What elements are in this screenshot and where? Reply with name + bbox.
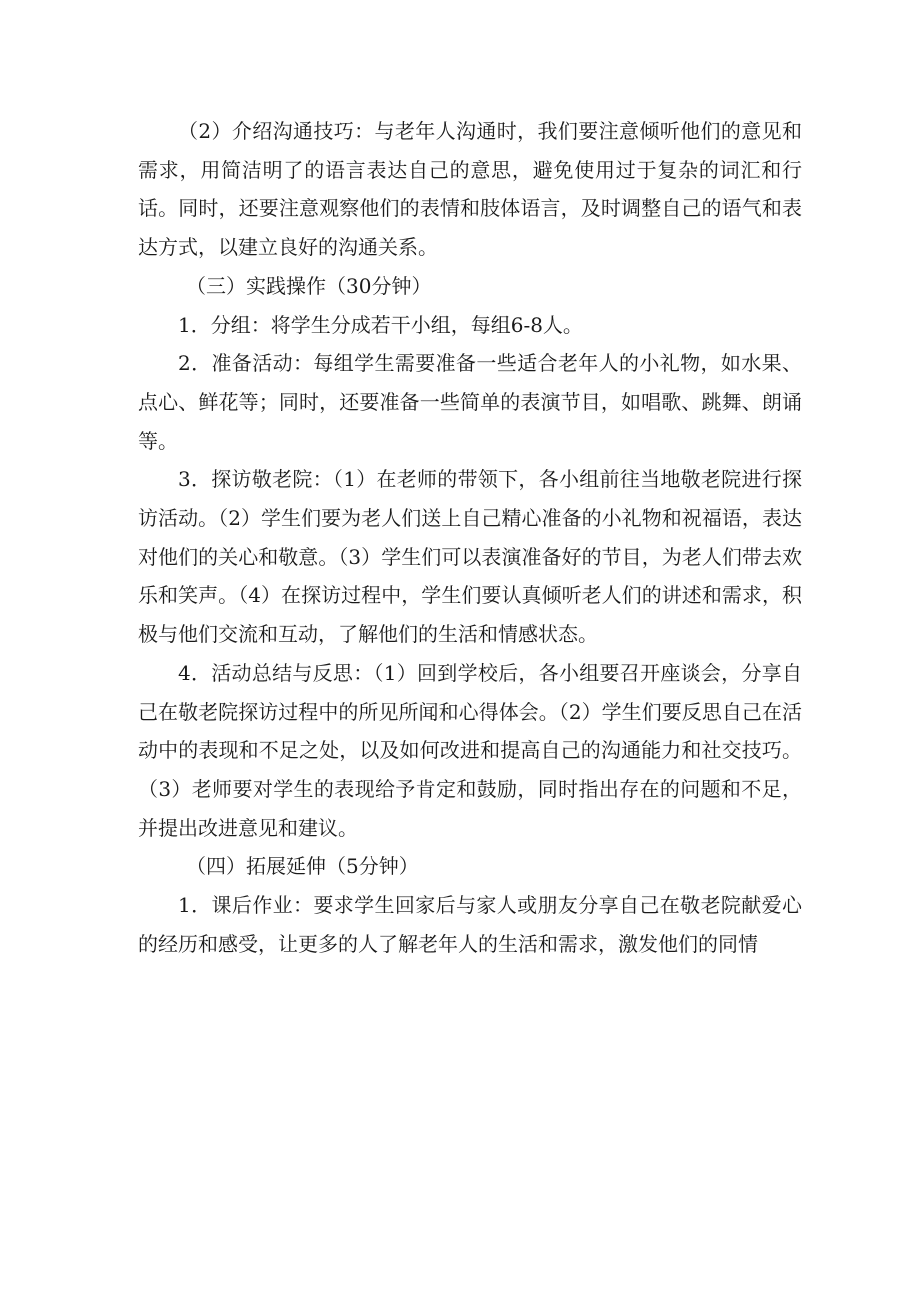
paragraph-communication-skills: （2）介绍沟通技巧：与老年人沟通时，我们要注意倾听他们的意见和需求，用简洁明了的语言表达自己的意思，避免使用过于复杂的词汇和行话。同时，还要注意观察他们的表情和肢体语言，及时调整自己的语气和表达方式，以建立良好的沟通关系。 [138,119,802,260]
paragraph-visit: 3．探访敬老院：（1）在老师的带领下，各小组前往当地敬老院进行探访活动。（2）学生们要为老人们送上自己精心准备的小礼物和祝福语，表达对他们的关心和敬意。（3）学生们可以表演准备好的节目，为老人们带去欢乐和笑声。（4）在探访过程中，学生们要认真倾听老人们的讲述和需求，积极与他们交流和互动，了解他们的生活和情感状态。 [138,467,802,647]
paragraph-homework: 1．课后作业：要求学生回家后与家人或朋友分享自己在敬老院献爱心的经历和感受，让更多的人了解老年人的生活和需求，激发他们的同情 [138,893,802,956]
section-heading-extension: （四）拓展延伸（5分钟） [186,854,419,879]
section-heading-practice: （三）实践操作（30分钟） [186,273,432,298]
document-body [138,112,802,963]
paragraph-preparation: 2．准备活动：每组学生需要准备一些适合老年人的小礼物，如水果、点心、鲜花等；同时，还要准备一些简单的表演节目，如唱歌、跳舞、朗诵等。 [138,351,802,453]
paragraph-summary-reflection: 4．活动总结与反思：（1）回到学校后，各小组要召开座谈会，分享自己在敬老院探访过程中的所见所闻和心得体会。（2）学生们要反思自己在活动中的表现和不足之处，以及如何改进和提高自己的沟通能力和社交技巧。（3）老师要对学生的表现给予肯定和鼓励，同时指出存在的问题和不足，并提出改进意见和建议。 [138,660,802,840]
paragraph-grouping: 1．分组：将学生分成若干小组，每组6-8人。 [178,312,583,337]
